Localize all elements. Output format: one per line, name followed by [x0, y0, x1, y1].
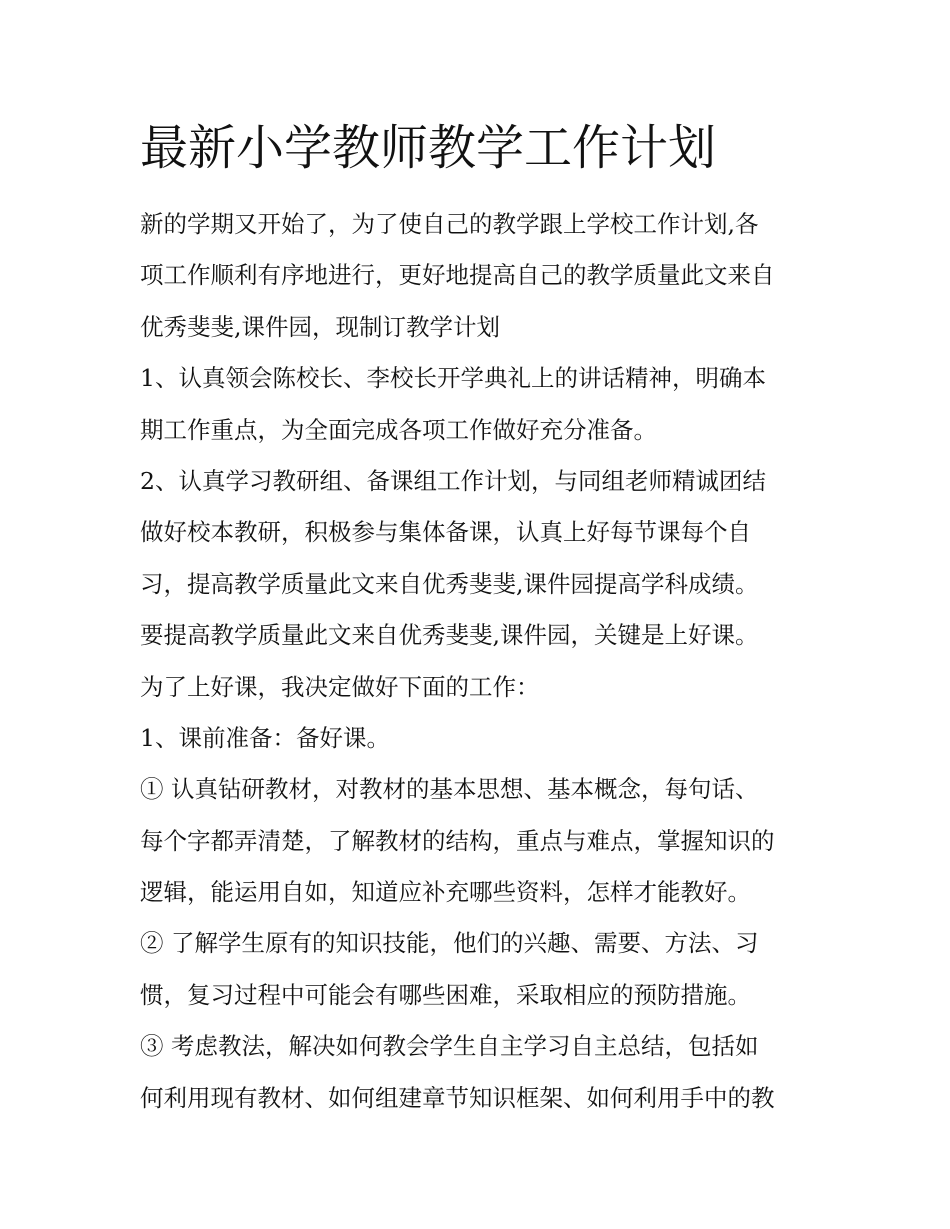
text-line: 项工作顺利有序地进行，更好地提高自己的教学质量此文来自: [140, 261, 775, 290]
text-line: 1、认真领会陈校长、李校长开学典礼上的讲话精神，明确本: [140, 364, 766, 393]
text-line: 逻辑，能运用自如，知道应补充哪些资料，怎样才能教好。: [140, 878, 751, 907]
text-line: 惯，复习过程中可能会有哪些困难，采取相应的预防措施。: [140, 980, 751, 1009]
text-line: ③ 考虑教法，解决如何教会学生自主学习自主总结，包括如: [140, 1032, 759, 1061]
text-line: 每个字都弄清楚，了解教材的结构，重点与难点，掌握知识的: [140, 826, 775, 855]
document-body: [140, 199, 840, 1124]
text-line: 1、课前准备：备好课。: [140, 723, 390, 752]
text-line: 2、认真学习教研组、备课组工作计划，与同组老师精诚团结: [140, 466, 766, 495]
text-line: 要提高教学质量此文来自优秀斐斐,课件园，关键是上好课。: [140, 621, 759, 650]
text-line: 新的学期又开始了，为了使自己的教学跟上学校工作计划,各: [140, 210, 759, 238]
text-line: ① 认真钻研教材，对教材的基本思想、基本概念，每句话、: [140, 775, 759, 804]
text-line: 习，提高教学质量此文来自优秀斐斐,课件园提高学科成绩。: [140, 569, 759, 598]
document-title: 最新小学教师教学工作计划: [140, 120, 717, 176]
text-line: ② 了解学生原有的知识技能，他们的兴趣、需要、方法、习: [140, 929, 759, 958]
text-line: 何利用现有教材、如何组建章节知识框架、如何利用手中的教: [140, 1083, 775, 1112]
text-line: 为了上好课，我决定做好下面的工作：: [140, 672, 540, 701]
text-line: 期工作重点，为全面完成各项工作做好充分准备。: [140, 415, 657, 444]
text-line: 优秀斐斐,课件园，现制订教学计划: [140, 312, 500, 341]
text-line: 做好校本教研，积极参与集体备课，认真上好每节课每个自: [140, 518, 751, 547]
